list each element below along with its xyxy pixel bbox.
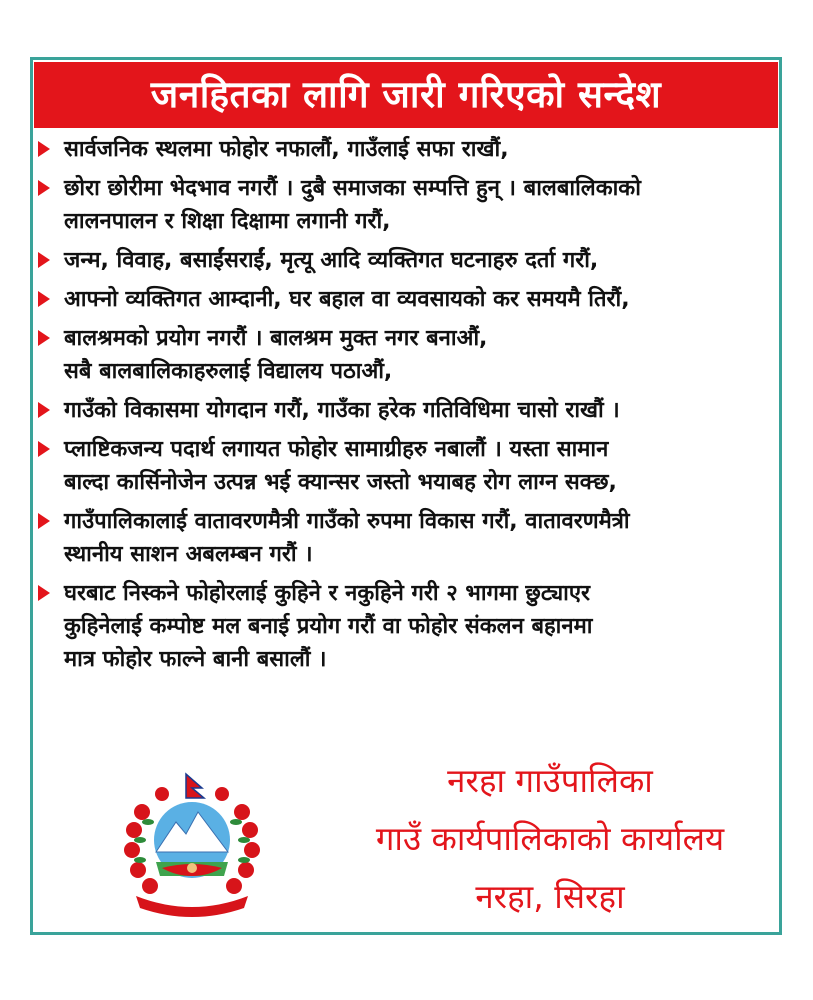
message-line: मात्र फोहोर फाल्ने बानी बसालौं । [64,647,327,672]
list-item [38,172,776,238]
red-triangle-bullet-icon [38,330,50,346]
nepal-emblem-icon [112,772,272,922]
message-line: गाउँको विकासमा योगदान गरौं, गाउँका हरेक गतिविधिमा चासो राखौं । [64,398,620,423]
message-line: बाल्दा कार्सिनोजेन उत्पन्न भई क्यान्सर जस्तो भयाबह रोग लाग्न सक्छ, [64,470,617,495]
message-line: गाउँपालिकालाई वातावरणमैत्री गाउँको रुपमा विकास गरौं, वातावरणमैत्री [64,509,630,534]
red-triangle-bullet-icon [38,513,50,529]
office-title: गाउँ कार्यपालिकाको कार्यालय [375,819,725,858]
red-triangle-bullet-icon [38,252,50,268]
office-block [330,752,770,926]
page-title: जनहितका लागि जारी गरिएको सन्देश [34,62,778,128]
list-item [38,433,776,499]
red-triangle-bullet-icon [38,441,50,457]
message-line: सार्वजनिक स्थलमा फोहोर नफालौं, गाउँलाई सफा राखौं, [64,137,509,162]
message-line: लालनपालन र शिक्षा दिक्षामा लगानी गरौं, [64,209,391,234]
list-item [38,244,776,277]
message-list [38,133,776,676]
red-triangle-bullet-icon [38,180,50,196]
list-item [38,133,776,166]
message-line: आफ्नो व्यक्तिगत आम्दानी, घर बहाल वा व्यवसायको कर समयमै तिरौं, [64,287,630,312]
office-name: नरहा गाउँपालिका [447,761,653,800]
message-line: बालश्रमको प्रयोग नगरौं । बालश्रम मुक्त नगर बनाऔं, [64,326,488,351]
red-triangle-bullet-icon [38,141,50,157]
red-triangle-bullet-icon [38,291,50,307]
message-line: छोरा छोरीमा भेदभाव नगरौं । दुबै समाजका सम्पत्ति हुन् । बालबालिकाको [64,176,641,201]
list-item [38,322,776,388]
message-line: प्लाष्टिकजन्य पदार्थ लगायत फोहोर सामाग्रीहरु नबालौं । यस्ता सामान [64,437,609,462]
office-location: नरहा, सिरहा [475,877,625,916]
message-line: सबै बालबालिकाहरुलाई विद्यालय पठाऔं, [64,359,393,384]
list-item [38,283,776,316]
red-triangle-bullet-icon [38,585,50,601]
message-line: घरबाट निस्कने फोहोरलाई कुहिने र नकुहिने गरी २ भागमा छुट्याएर [64,581,591,606]
message-line: कुहिनेलाई कम्पोष्ट मल बनाई प्रयोग गरौं वा फोहोर संकलन बहानमा [64,614,593,639]
message-line: जन्म, विवाह, बसाईंसराईं, मृत्यू आदि व्यक्तिगत घटनाहरु दर्ता गरौं, [64,248,599,273]
list-item [38,394,776,427]
message-line: स्थानीय साशन अबलम्बन गरौं । [64,542,313,567]
list-item [38,577,776,676]
list-item [38,505,776,571]
red-triangle-bullet-icon [38,402,50,418]
